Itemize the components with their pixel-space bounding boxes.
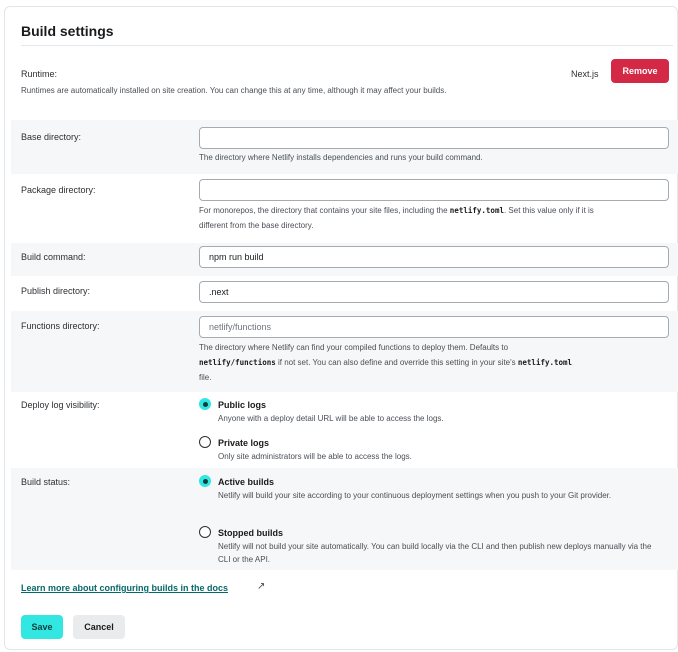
external-link-icon[interactable]: ↗	[257, 581, 266, 592]
active-builds-radio[interactable]	[199, 475, 211, 487]
section-title: Build settings	[21, 23, 114, 39]
package-directory-label: Package directory:	[21, 185, 96, 195]
package-directory-input[interactable]	[199, 179, 669, 201]
deploy-log-visibility-label: Deploy log visibility:	[21, 400, 100, 410]
publish-directory-input[interactable]	[199, 281, 669, 303]
cancel-button[interactable]: Cancel	[73, 615, 125, 639]
base-directory-row	[11, 120, 678, 174]
active-builds-description: Netlify will build your site according to your continuous deployment settings when you push to your Git provider.	[218, 491, 612, 500]
package-directory-row	[11, 174, 678, 243]
functions-directory-label: Functions directory:	[21, 321, 100, 331]
remove-runtime-button[interactable]: Remove	[611, 59, 669, 83]
stopped-builds-radio[interactable]	[199, 526, 211, 538]
stopped-builds-description: Netlify will not build your site automatically. You can build locally via the CLI and then publish new deploys manually via the CLI or the API.	[218, 542, 652, 564]
functions-directory-row	[11, 311, 678, 392]
functions-directory-help: The directory where Netlify can find your compiled functions to deploy them. Defaults to netlify/functions if not set. You can also define and override this setting in your site's netlify.toml file.	[199, 343, 573, 382]
base-directory-input[interactable]	[199, 127, 669, 149]
private-logs-description: Only site administrators will be able to access the logs.	[218, 452, 412, 461]
divider	[21, 45, 673, 46]
private-logs-radio[interactable]	[199, 436, 211, 448]
package-directory-help: For monorepos, the directory that contains your site files, including the netlify.toml. Set this value only if it is different from the base directory.	[199, 206, 594, 230]
public-logs-title[interactable]: Public logs	[218, 400, 267, 410]
deploy-log-visibility-row	[11, 392, 678, 468]
publish-directory-label: Publish directory:	[21, 286, 91, 296]
build-command-row	[11, 243, 678, 276]
save-button[interactable]: Save	[21, 615, 63, 639]
build-command-input[interactable]	[199, 246, 669, 268]
runtime-label: Runtime:	[21, 69, 58, 79]
build-settings-card	[4, 6, 678, 650]
runtime-value: Next.js	[571, 69, 599, 79]
base-directory-help: The directory where Netlify installs dependencies and runs your build command.	[199, 153, 483, 162]
stopped-builds-title[interactable]: Stopped builds	[218, 528, 283, 538]
publish-directory-row	[11, 276, 678, 311]
public-logs-description: Anyone with a deploy detail URL will be able to access the logs.	[218, 414, 444, 423]
build-command-label: Build command:	[21, 252, 86, 262]
private-logs-title[interactable]: Private logs	[218, 438, 270, 448]
build-status-label: Build status:	[21, 477, 71, 487]
functions-directory-input[interactable]	[199, 316, 669, 338]
runtime-description: Runtimes are automatically installed on site creation. You can change this at any time, although it may affect your builds.	[21, 86, 447, 95]
active-builds-title[interactable]: Active builds	[218, 477, 275, 487]
base-directory-label: Base directory:	[21, 132, 82, 142]
build-status-row	[11, 468, 678, 570]
public-logs-radio[interactable]	[199, 398, 211, 410]
learn-more-link[interactable]: Learn more about configuring builds in the docs	[21, 583, 229, 593]
